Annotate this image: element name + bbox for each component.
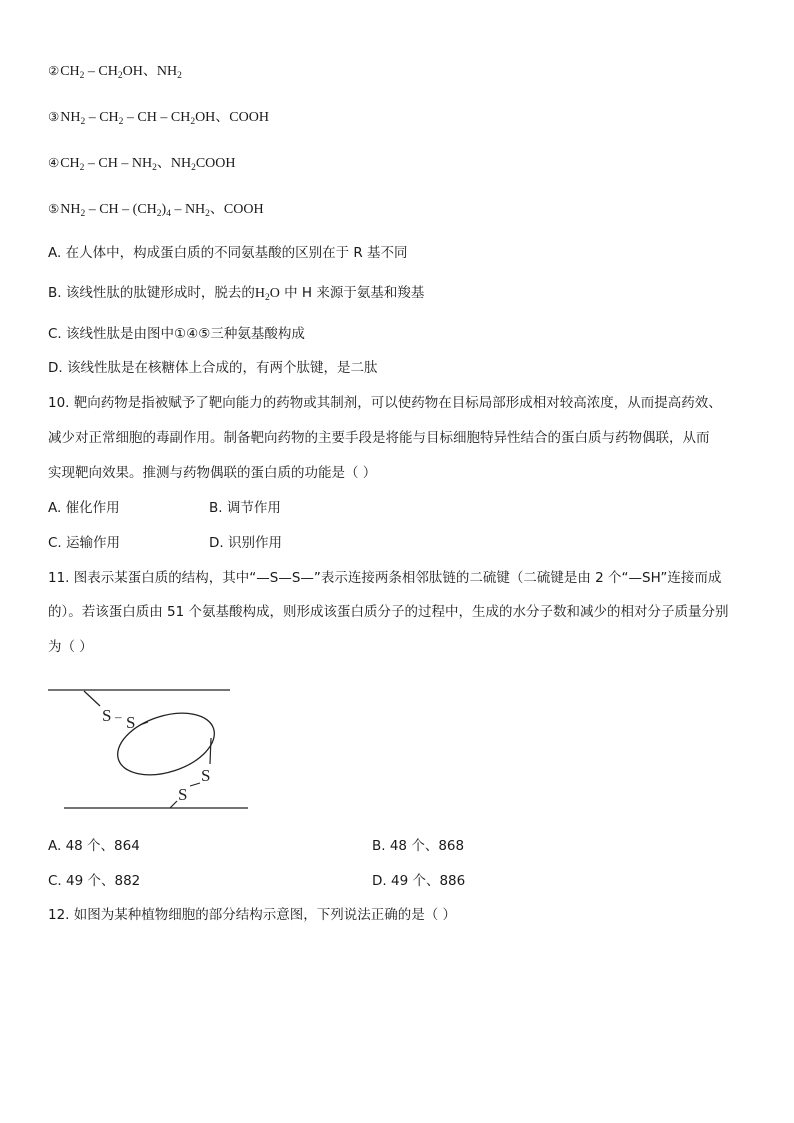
formula-3: $③NH_2 - CH_2$ – CH – $CH_2OH$、COOH [48, 109, 269, 127]
q10-option-a[interactable]: A. 催化作用 [48, 500, 120, 516]
q10-stem-line-1: 10. 靶向药物是指被赋予了靶向能力的药物或其制剂，可以使药物在目标局部形成相对较高浓度，从而提高药效、 [48, 395, 722, 411]
formula-4: $④CH_2$ – CH – $NH_2$、$NH_2COOH$ [48, 155, 236, 173]
sulfur-label: S [178, 785, 188, 804]
disulfide-bond-line [190, 783, 200, 786]
q10-stem-line-3: 实现靶向效果。推测与药物偶联的蛋白质的功能是（ ） [48, 465, 377, 481]
q9-option-d[interactable]: D. 该线性肽是在核糖体上合成的，有两个肽键，是二肽 [48, 360, 378, 376]
disulfide-bond-line [210, 738, 211, 764]
q10-option-c[interactable]: C. 运输作用 [48, 535, 121, 551]
q10-stem-line-2: 减少对正常细胞的毒副作用。制备靶向药物的主要手段是将能与目标细胞特异性结合的蛋白质与药物偶联，从而 [48, 430, 710, 446]
q11-option-a[interactable]: A. 48 个、864 [48, 838, 140, 854]
q11-option-b[interactable]: B. 48 个、868 [372, 838, 465, 854]
sulfur-label: S [102, 706, 112, 725]
q11-stem-line-2: 的）。若该蛋白质由 51 个氨基酸构成，则形成该蛋白质分子的过程中，生成的水分子数和减少的相对分子质量分别 [48, 604, 729, 620]
q9-option-b[interactable]: B. 该线性肽的肽键形成时，脱去的$H_2O$ 中 H 来源于氨基和羧基 [48, 285, 425, 303]
q10-option-b[interactable]: B. 调节作用 [209, 500, 281, 516]
q12-stem: 12. 如图为某种植物细胞的部分结构示意图，下列说法正确的是（ ） [48, 907, 457, 923]
disulfide-bond-line [84, 691, 100, 706]
q11-stem-line-3: 为（ ） [48, 639, 93, 655]
q10-option-d[interactable]: D. 识别作用 [209, 535, 282, 551]
q11-option-c[interactable]: C. 49 个、882 [48, 873, 141, 889]
bond-dash: – [115, 709, 122, 724]
sulfur-label: S [126, 713, 136, 732]
q9-option-a[interactable]: A. 在人体中，构成蛋白质的不同氨基酸的区别在于 R 基不同 [48, 245, 408, 261]
q9-option-c[interactable]: C. 该线性肽是由图中①④⑤三种氨基酸构成 [48, 326, 305, 342]
sulfur-label: S [201, 766, 211, 785]
q11-option-d[interactable]: D. 49 个、886 [372, 873, 466, 889]
formula-2: $②CH_2 - CH_2OH$、$NH_2$ [48, 63, 182, 81]
disulfide-bond-line [170, 801, 177, 808]
protein-structure-diagram [40, 680, 260, 815]
formula-5: $⑤NH_2$ – CH – $(CH_2)_4 - NH_2$、COOH [48, 201, 264, 219]
q11-stem-line-1: 11. 图表示某蛋白质的结构，其中“—S—S—”表示连接两条相邻肽链的二硫键（二硫键是由 2 个“—SH”连接而成 [48, 570, 722, 586]
